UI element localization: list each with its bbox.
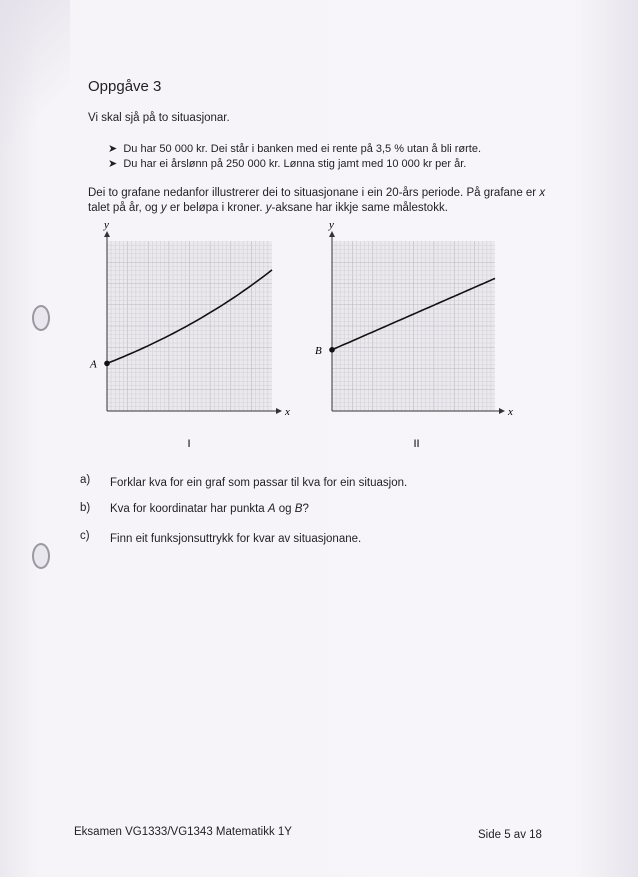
bullet-2: ➤ Du har ei årslønn på 250 000 kr. Lønna stig jamt med 10 000 kr per år. (108, 158, 467, 170)
question-c-letter: c) (80, 530, 90, 542)
graph-1 (80, 222, 300, 454)
start-point-marker (104, 361, 110, 367)
page-fold-shadow (0, 0, 70, 160)
footer-page-number: Side 5 av 18 (478, 829, 542, 841)
y-axis-label: y (104, 222, 109, 231)
task-heading: Oppgåve 3 (88, 78, 162, 95)
point-label: A (90, 358, 97, 371)
point-label: B (315, 344, 322, 357)
question-b-letter: b) (80, 502, 91, 514)
grid (107, 241, 272, 411)
graph-label: II (413, 438, 420, 450)
arrow-bullet-icon: ➤ (108, 143, 118, 155)
punch-hole-top (32, 305, 50, 331)
footer-exam-code: Eksamen VG1333/VG1343 Matematikk 1Y (74, 826, 292, 838)
question-b-text: Kva for koordinatar har punkta A og B? (110, 503, 309, 515)
x-axis-arrow-icon (276, 408, 282, 414)
intro-text: Vi skal sjå på to situasjonar. (88, 112, 230, 124)
x-axis-label: x (285, 406, 290, 418)
graph-label: I (187, 438, 191, 450)
graph-2 (305, 222, 530, 454)
bullet-1: ➤ Du har 50 000 kr. Dei står i banken med ei rente på 3,5 % utan å bli rørte. (108, 143, 482, 155)
x-axis-label: x (508, 406, 513, 418)
question-a-text: Forklar kva for ein graf som passar til kva for ein situasjon. (110, 477, 408, 489)
description-line-1: Dei to grafane nedanfor illustrerer dei to situasjonane i ein 20-års periode. På grafane er x (88, 187, 546, 199)
start-point-marker (329, 347, 335, 353)
y-axis-label: y (329, 222, 334, 231)
y-axis-arrow-icon (104, 231, 110, 237)
punch-hole-bottom (32, 543, 50, 569)
description-line-2: talet på år, og y er beløpa i kroner. y-aksane har ikkje same målestokk. (88, 202, 448, 214)
question-a-letter: a) (80, 474, 91, 486)
grid (332, 241, 495, 411)
x-axis-arrow-icon (499, 408, 505, 414)
y-axis-arrow-icon (329, 231, 335, 237)
question-c-text: Finn eit funksjonsuttrykk for kvar av situasjonane. (110, 533, 362, 545)
arrow-bullet-icon: ➤ (108, 158, 118, 170)
